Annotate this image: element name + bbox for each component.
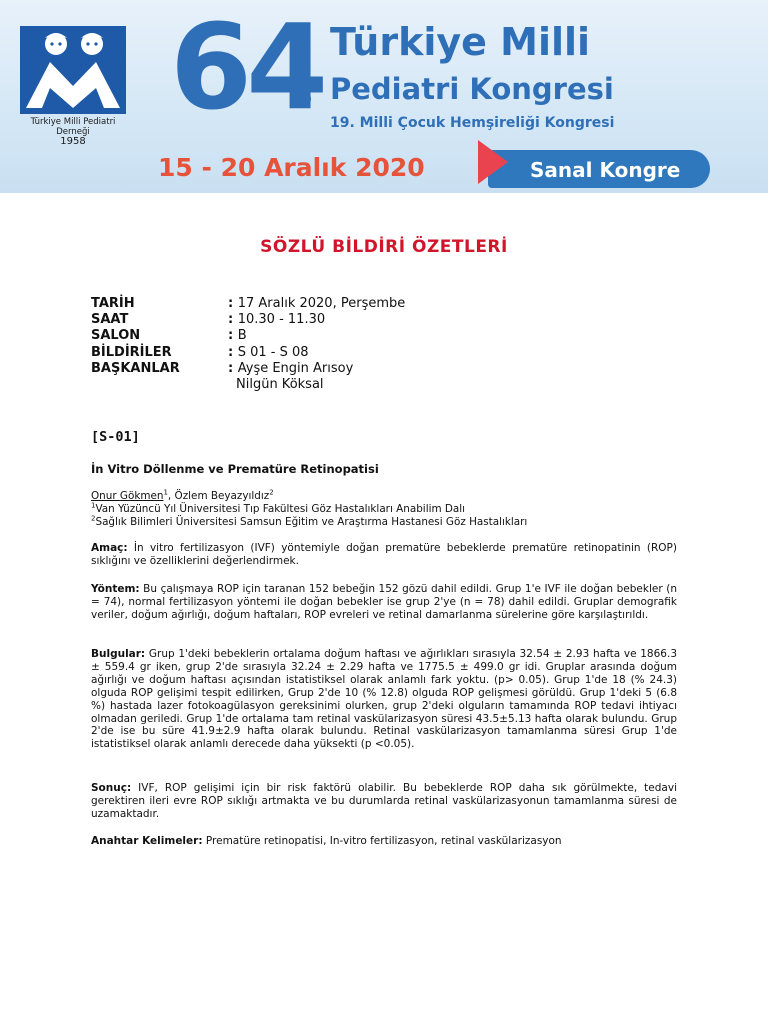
meta-value: : Ayşe Engin Arısoy xyxy=(228,360,354,376)
section-aim xyxy=(91,542,677,568)
logo-caption: Türkiye Milli Pediatri Derneği 1958 xyxy=(30,117,116,147)
section-text: Grup 1'deki bebeklerin ortalama doğum haftası ve ağırlıkları sırasıyla 32.54 ± 2.93 hafta ve 1866.3 ± 559.4 gr iken, grup 2'de sırasıyla 32.24 ± 2.29 hafta ve 1775.5 ± 499.0 gr idi. Gruplar arasında doğum ağırlığı ve doğum haftası açısından istatistiksel olarak anlamlı fark yoktu. (p> 0.05). Grup 1'de 18 (% 24.3) olguda ROP gelişimi tespit edilirken, Grup 2'de 10 (% 12.8) olguda ROP gelişmesi görüldü. Grup 1'deki 5 (6.8 %) hastada lazer fotokoagülasyon gereksinimi olurken, grup 2'deki olguların tamamında ROP tedavi ihtiyacı olmadan geriledi. Grup 1'de ortalama tam retinal vaskülarizasyon süresi 43.5±5.13 hafta olarak bulundu. Grup 2'de ise bu süre 41.9±2.9 hafta olarak bulundu. Retinal vaskülarizasyon tamamlanma süresi Grup 1'de istatistiksel olarak anlamlı derecede daha yüksekti (p <0.05). xyxy=(91,648,677,751)
section-label: Sonuç: xyxy=(91,782,132,794)
section-label: Bulgular: xyxy=(91,648,146,660)
affiliation-text: Sağlık Bilimleri Üniversitesi Samsun Eğitim ve Araştırma Hastanesi Göz Hastalıkları xyxy=(95,515,528,528)
section-results xyxy=(91,648,677,751)
author-line xyxy=(91,490,527,503)
presenting-author: Onur Gökmen xyxy=(91,490,164,502)
affiliation-2 xyxy=(91,516,527,529)
authors-block xyxy=(91,490,527,528)
sup-1: 1 xyxy=(163,488,168,497)
meta-value: : B xyxy=(228,328,247,344)
degree-mark-icon xyxy=(297,92,311,106)
section-text: Bu çalışmaya ROP için taranan 152 bebeğin 152 gözü dahil edildi. Grup 1'e IVF ile doğan bebekler (n = 74), normal fertilizasyon yöntemi ile doğan bebekler ise grup 2'ye (n = 78) dahil edildi. Gruplar demografik veriler, doğum ağırlığı, doğum haftaları, ROP evreleri ve retinal damarlanma sürelerine göre karşılaştırıldı. xyxy=(91,583,677,621)
meta-value: : 10.30 - 11.30 xyxy=(228,312,326,328)
section-label: Yöntem: xyxy=(91,583,140,595)
meta-value-text: B xyxy=(237,328,247,344)
meta-value: : 17 Aralık 2020, Perşembe xyxy=(228,296,406,311)
section-text: Prematüre retinopatisi, In-vitro fertilizasyon, retinal vaskülarizasyon xyxy=(202,835,562,847)
co-author: , Özlem Beyazyıldız xyxy=(167,490,270,502)
meta-key: TARİH xyxy=(91,296,135,311)
meta-value: : S 01 - S 08 xyxy=(228,344,309,360)
meta-row-chairs-extra xyxy=(91,377,405,393)
sup-2: 2 xyxy=(91,514,96,523)
banner-line1: Türkiye Milli xyxy=(330,20,591,64)
affiliation-text: Van Yüzüncü Yıl Üniversitesi Tıp Fakültesi Göz Hastalıkları Anabilim Dalı xyxy=(95,502,466,515)
play-triangle-icon xyxy=(478,140,508,184)
meta-value-text: 10.30 - 11.30 xyxy=(237,312,326,328)
congress-dates: 15 - 20 Aralık 2020 xyxy=(158,153,425,182)
meta-key-spacer xyxy=(91,377,228,393)
section-keywords xyxy=(91,835,677,848)
meta-value-text: Ayşe Engin Arısoy xyxy=(237,360,354,376)
association-logo xyxy=(20,26,126,114)
meta-value-text: 17 Aralık 2020, Perşembe xyxy=(237,296,406,311)
page-title: SÖZLÜ BİLDİRİ ÖZETLERİ xyxy=(260,237,508,257)
banner-line3: 19. Milli Çocuk Hemşireliği Kongresi xyxy=(330,115,615,131)
meta-row-time xyxy=(91,312,405,328)
section-text: IVF, ROP gelişimi için bir risk faktörü olabilir. Bu bebeklerde ROP daha sık görülmekte, tedavi gerektiren ileri evre ROP sıklığı artmakta ve bu durumlarda retinal vaskülarizasyonun tamamlanma süresi de uzamaktadır. xyxy=(91,782,677,820)
meta-key: SAAT xyxy=(91,312,129,328)
abstract-title: İn Vitro Döllenme ve Prematüre Retinopatisi xyxy=(91,462,379,476)
section-label: Anahtar Kelimeler: xyxy=(91,835,203,847)
congress-number: 64 xyxy=(170,0,323,136)
meta-key: BİLDİRİLER xyxy=(91,344,172,360)
affiliation-1 xyxy=(91,503,527,516)
meta-row-chairs xyxy=(91,361,405,377)
virtual-congress-label: Sanal Kongre xyxy=(530,158,681,182)
meta-value-text: Nilgün Köksal xyxy=(236,377,324,393)
abstract-code: [S-01] xyxy=(91,429,140,445)
meta-row-hall xyxy=(91,328,405,344)
section-method xyxy=(91,583,677,622)
congress-banner xyxy=(0,0,768,193)
section-text: İn vitro fertilizasyon (IVF) yöntemiyle doğan prematüre bebeklerde prematüre retinopatinin (ROP) sıklığını ve özelliklerini değerlendirmek. xyxy=(91,542,677,567)
section-label: Amaç: xyxy=(91,542,128,554)
sup-1: 1 xyxy=(91,501,96,510)
meta-row-date xyxy=(91,296,405,312)
banner-line2: Pediatri Kongresi xyxy=(330,72,614,106)
meta-value-text: S 01 - S 08 xyxy=(237,344,309,360)
sup-2: 2 xyxy=(269,488,274,497)
meta-key: SALON xyxy=(91,328,141,344)
meta-row-papers xyxy=(91,345,405,361)
meta-key: BAŞKANLAR xyxy=(91,360,180,376)
section-conclusion xyxy=(91,782,677,821)
session-info xyxy=(91,296,405,393)
children-logo-icon xyxy=(20,26,126,114)
